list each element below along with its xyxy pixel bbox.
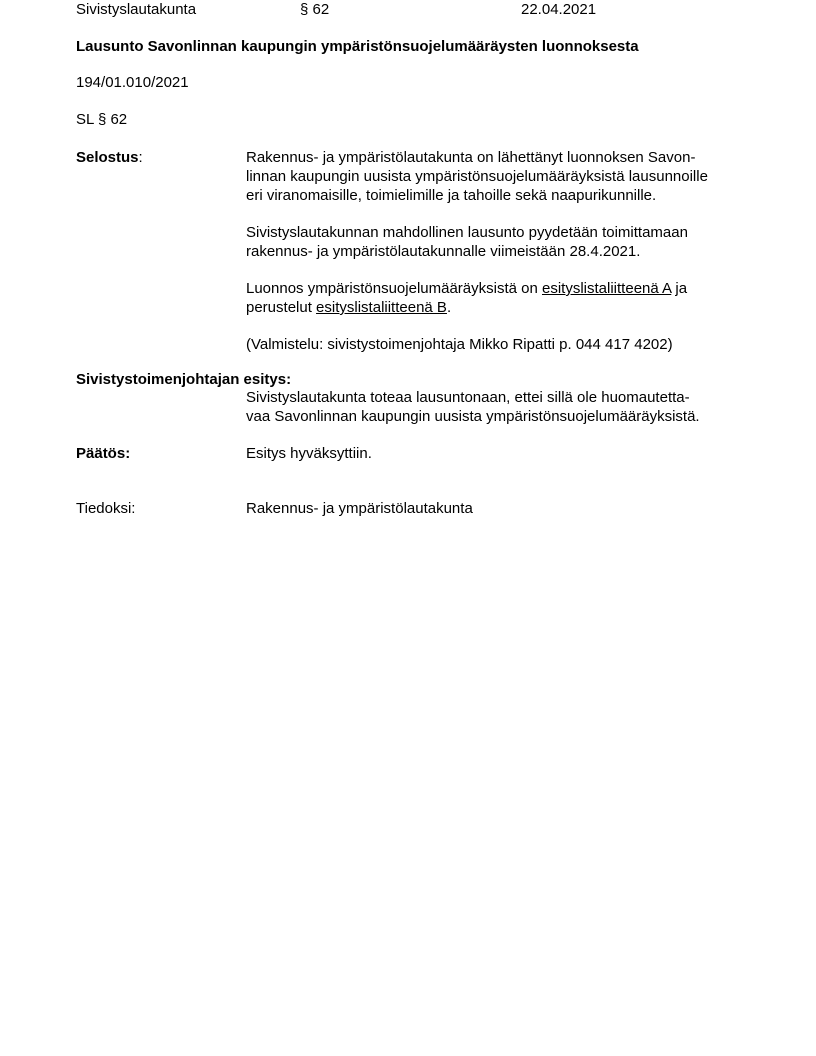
decision-label: Päätös:	[76, 445, 131, 462]
attachment-a-link[interactable]: esityslistaliitteenä A	[542, 280, 672, 297]
header-date: 22.04.2021	[521, 1, 597, 18]
notice-label: Tiedoksi:	[76, 500, 136, 517]
selostus-paragraph-3: Luonnos ympäristönsuojelumääräyksistä on esityslistaliitteenä A ja perustelut esityslistaliitteenä B.	[246, 280, 688, 316]
selostus-paragraph-2: Sivistyslautakunnan mahdollinen lausunto pyydetään toimittamaan rakennus- ja ympäristölautakunnalle viimeistään 28.4.2021.	[246, 224, 688, 260]
attachment-b-link[interactable]: esityslistaliitteenä B	[316, 299, 447, 316]
selostus-label: Selostus:	[76, 149, 143, 166]
decision-text: Esitys hyväksyttiin.	[246, 445, 372, 462]
preparer-note: (Valmistelu: sivistystoimenjohtaja Mikko Ripatti p. 044 417 4202)	[246, 336, 673, 353]
section-reference: SL § 62	[76, 111, 128, 128]
record-number: 194/01.010/2021	[76, 74, 189, 91]
selostus-paragraph-1: Rakennus- ja ympäristölautakunta on lähettänyt luonnoksen Savon- linnan kaupungin uusista ympäristönsuojelumääräyksistä lausunnoille eri viranomaisille, toimielimille ja tahoille sekä naapurikunnille.	[246, 149, 708, 204]
proposal-content: Sivistyslautakunta toteaa lausuntonaan, ettei sillä ole huomautetta- vaa Savonlinnan kaupungin uusista ympäristönsuojelumääräyksistä.	[246, 389, 700, 425]
header-section: § 62	[300, 1, 330, 18]
selostus-content	[246, 148, 766, 354]
proposal-label: Sivistystoimenjohtajan esitys:	[76, 371, 292, 388]
notice-text: Rakennus- ja ympäristölautakunta	[246, 500, 473, 517]
header-board: Sivistyslautakunta	[76, 1, 197, 18]
document-title: Lausunto Savonlinnan kaupungin ympäristönsuojelumääräysten luonnoksesta	[76, 38, 639, 55]
